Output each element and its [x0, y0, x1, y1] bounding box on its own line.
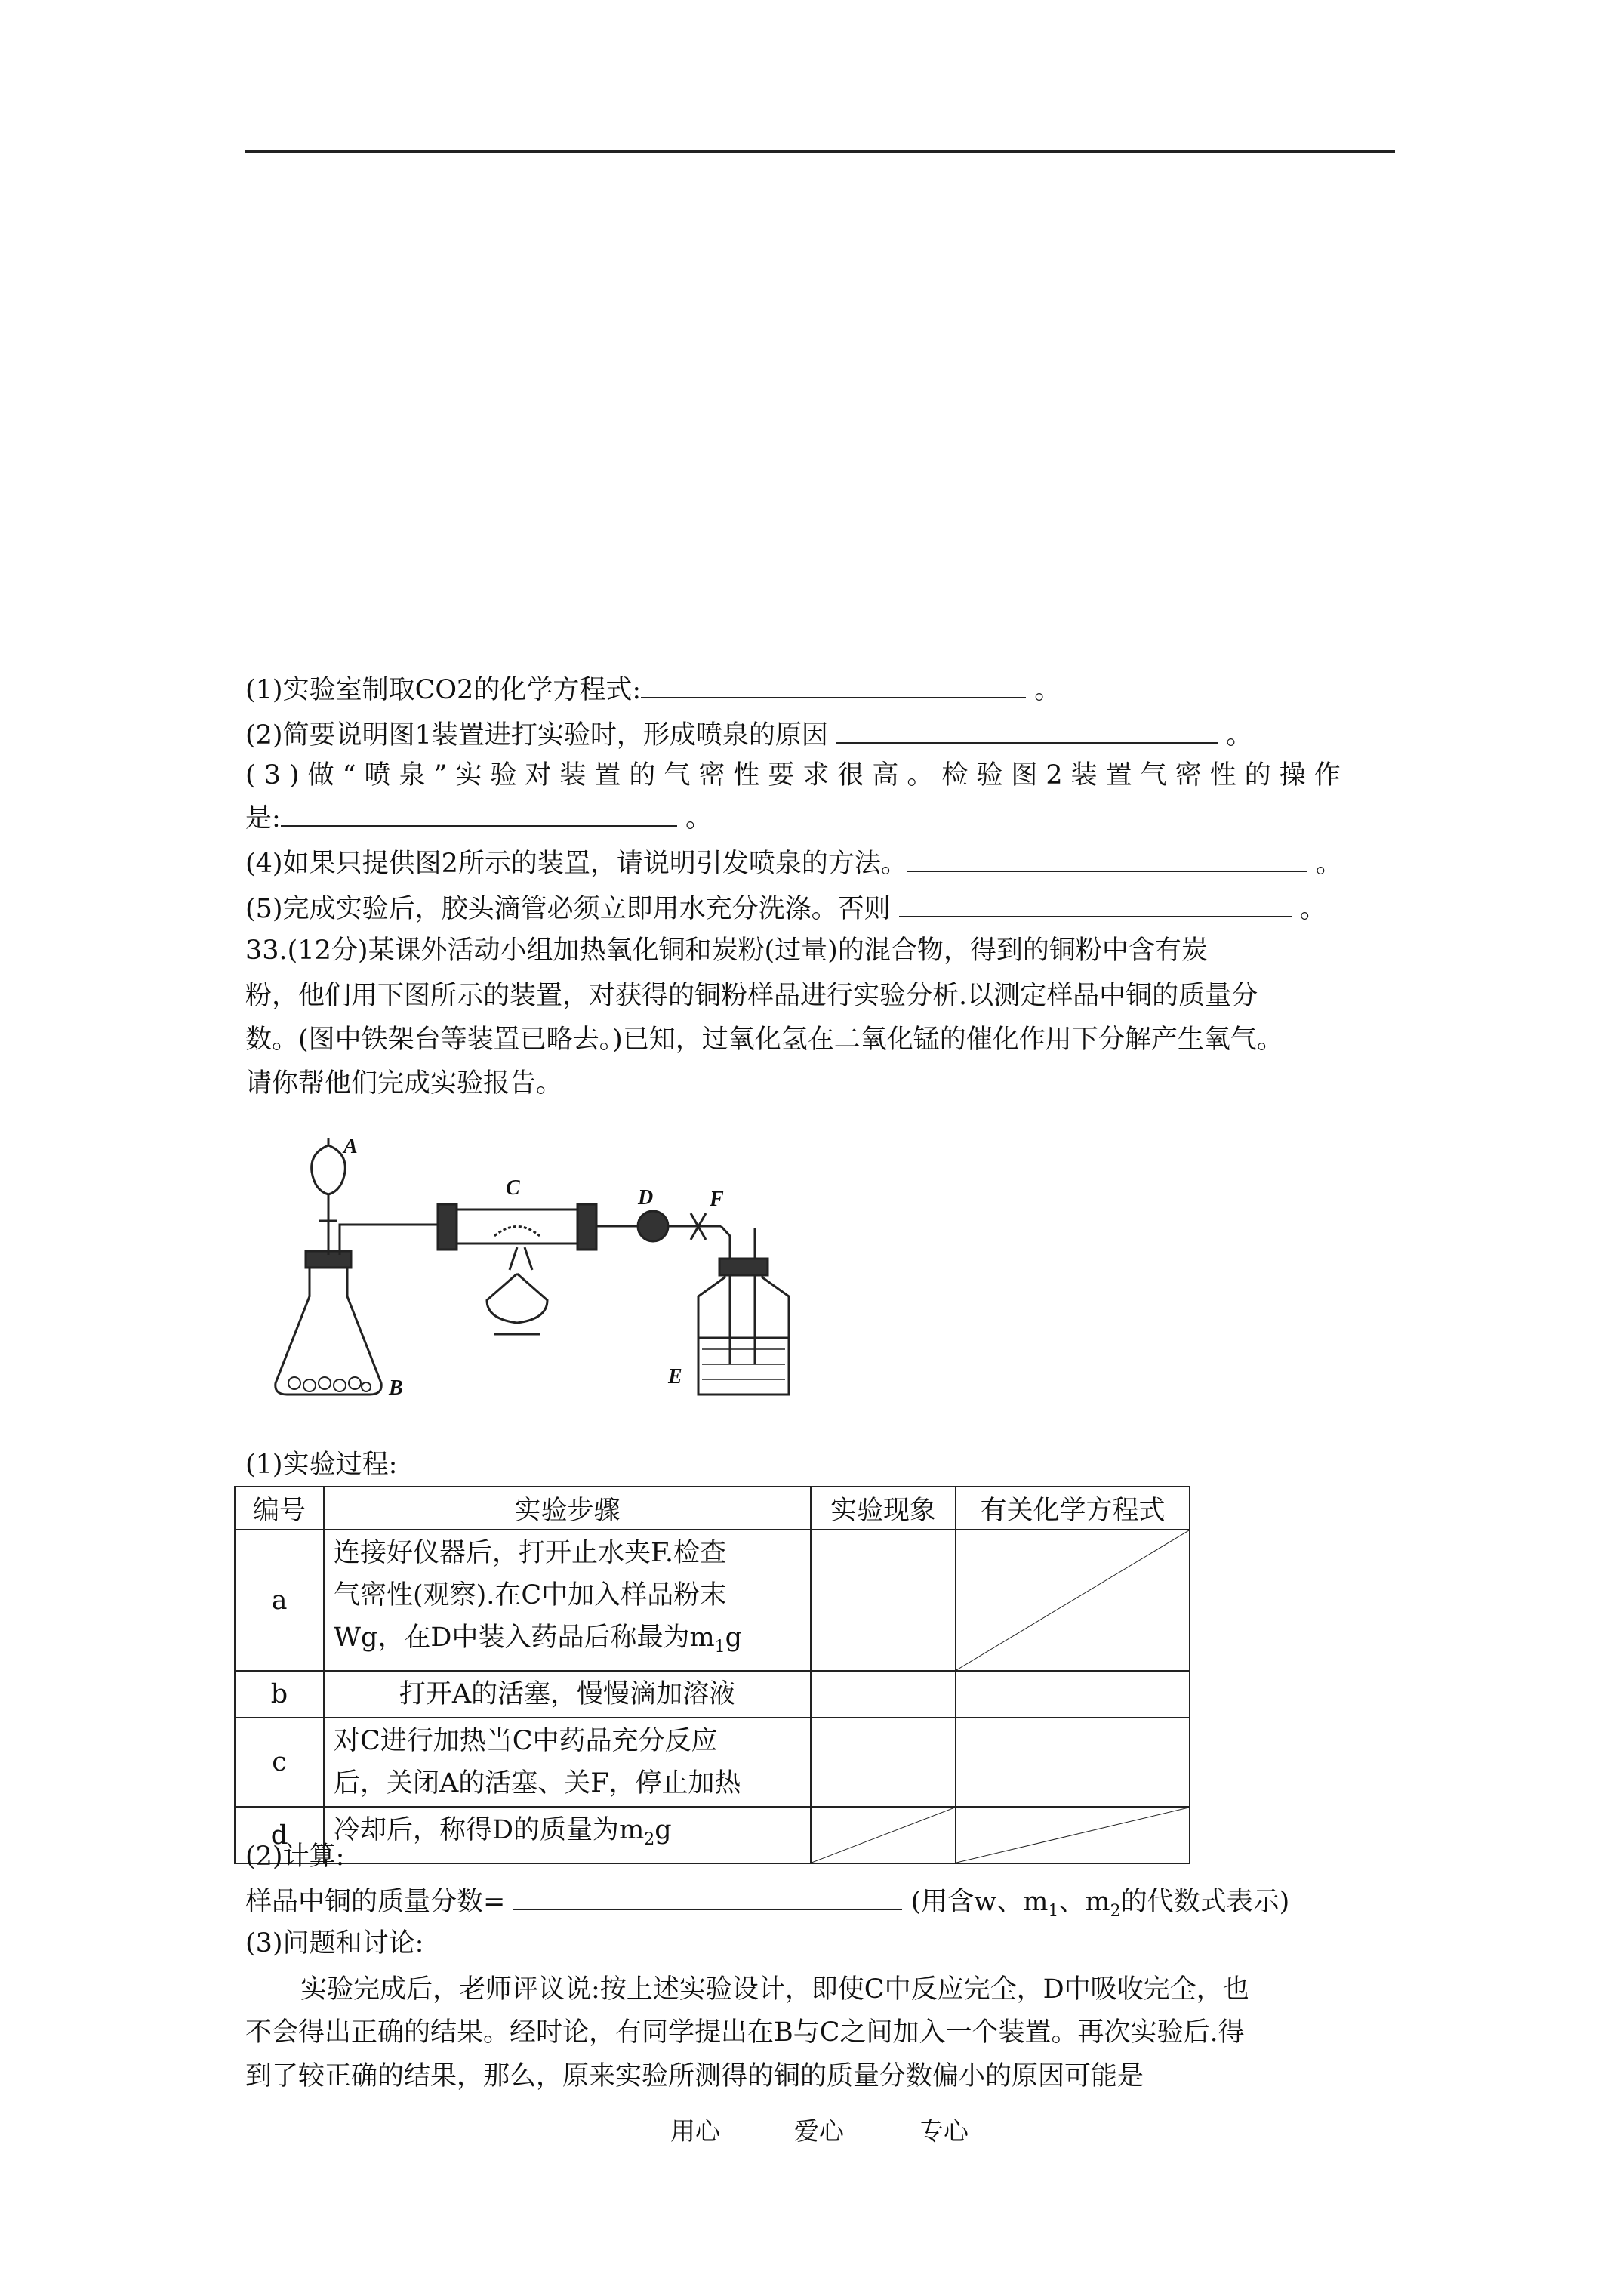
alcohol-lamp — [487, 1274, 547, 1323]
observation-cell[interactable] — [811, 1671, 956, 1718]
flask-b — [276, 1259, 381, 1395]
experiment-table — [234, 1486, 1190, 1864]
table-header: 编号 — [235, 1487, 324, 1530]
footer-word: 用心 — [670, 2116, 720, 2146]
label-f: F — [710, 1188, 724, 1211]
equation-cell-crossed — [956, 1530, 1190, 1671]
answer-blank[interactable] — [836, 720, 1218, 744]
label-d: D — [638, 1186, 654, 1210]
row-id: a — [235, 1530, 324, 1671]
answer-blank[interactable] — [513, 1886, 902, 1910]
equation-cell[interactable] — [956, 1718, 1190, 1807]
discussion-line-1: 实验完成后，老师评议说:按上述实验设计，即使C中反应完全，D中吸收完全，也 — [300, 1974, 1249, 2005]
row-id: d — [235, 1807, 324, 1863]
q32-item-4: (4)如果只提供图2所示的装置，请说明引发喷泉的方法。 。 — [245, 849, 1343, 879]
label-e: E — [668, 1365, 682, 1388]
calc-line: 样品中铜的质量分数= (用含w、$m_1$、$m_2$的代数式表示) — [245, 1887, 1290, 1921]
q33-text-2: 粉，他们用下图所示的装置，对获得的铜粉样品进行实验分析.以测定样品中铜的质量分 — [245, 981, 1258, 1011]
table-header: 实验现象 — [811, 1487, 956, 1530]
combustion-tube-c — [438, 1210, 596, 1244]
q32-item-3: (3)做“喷泉”实验对装置的气密性要求很高。检验图2装置气密性的操作 — [245, 760, 1349, 791]
q32-item-2: (2)简要说明图1装置进打实验时，形成喷泉的原因 。 — [245, 720, 1253, 750]
discussion-line-3: 到了较正确的结果，那么，原来实验所测得的铜的质量分数偏小的原因可能是 — [245, 2061, 1144, 2091]
table-header: 有关化学方程式 — [956, 1487, 1190, 1530]
label-a: A — [343, 1135, 358, 1158]
header-rule — [245, 150, 1395, 153]
answer-blank[interactable] — [281, 803, 677, 827]
bottle-e — [698, 1262, 789, 1395]
label-c: C — [506, 1176, 520, 1200]
q33-text-3: 数。(图中铁架台等装置已略去。)已知，过氧化氢在二氧化锰的催化作用下分解产生氧气。 — [245, 1025, 1283, 1055]
answer-blank[interactable] — [641, 674, 1026, 698]
calc-heading: (2)计算: — [245, 1841, 345, 1872]
drying-tube-d — [638, 1211, 668, 1241]
answer-blank[interactable] — [899, 893, 1292, 917]
equation-cell-crossed — [956, 1807, 1190, 1863]
row-step: 连接好仪器后，打开止水夹F.检查 气密性(观察).在C中加入样品粉末 Wg，在D中装入药品后称最为$m_1g$ — [324, 1530, 811, 1671]
row-step: 对C进行加热当C中药品充分反应 后，关闭A的活塞、关F，停止加热 — [324, 1718, 811, 1807]
apparatus-diagram — [268, 1123, 902, 1410]
q32-item-1: (1)实验室制取CO2的化学方程式: 。 — [245, 675, 1061, 705]
observation-cell[interactable] — [811, 1718, 956, 1807]
table-row — [235, 1807, 1190, 1863]
process-heading: (1)实验过程: — [245, 1450, 398, 1480]
equation-cell[interactable] — [956, 1671, 1190, 1718]
observation-cell[interactable] — [811, 1530, 956, 1671]
separatory-funnel-a — [312, 1145, 346, 1194]
table-row — [235, 1718, 1190, 1807]
row-id: b — [235, 1671, 324, 1718]
q33-text-4: 请你帮他们完成实验报告。 — [245, 1068, 563, 1099]
discussion-line-2: 不会得出正确的结果。经时论，有同学提出在B与C之间加入一个装置。再次实验后.得 — [245, 2017, 1245, 2048]
row-step: 打开A的活塞，慢慢滴加溶液 — [324, 1671, 811, 1718]
table-row — [235, 1530, 1190, 1671]
row-step: 冷却后，称得D的质量为$m_2g$ — [324, 1807, 811, 1863]
table-header-row — [235, 1487, 1190, 1530]
q33-text-1: 33.(12分)某课外活动小组加热氧化铜和炭粉(过量)的混合物，得到的铜粉中含有炭 — [245, 935, 1208, 966]
label-b: B — [389, 1376, 403, 1400]
q32-item-3-cont: 是: 。 — [245, 803, 712, 834]
footer-word: 爱心 — [794, 2116, 844, 2146]
table-header: 实验步骤 — [324, 1487, 811, 1530]
discussion-heading: (3)问题和讨论: — [245, 1928, 424, 1959]
observation-cell-crossed — [811, 1807, 956, 1863]
footer-word: 专心 — [919, 2116, 969, 2146]
q32-item-5: (5)完成实验后，胶头滴管必须立即用水充分洗涤。否则 。 — [245, 894, 1326, 924]
answer-blank[interactable] — [907, 848, 1307, 872]
row-id: c — [235, 1718, 324, 1807]
table-row — [235, 1671, 1190, 1718]
